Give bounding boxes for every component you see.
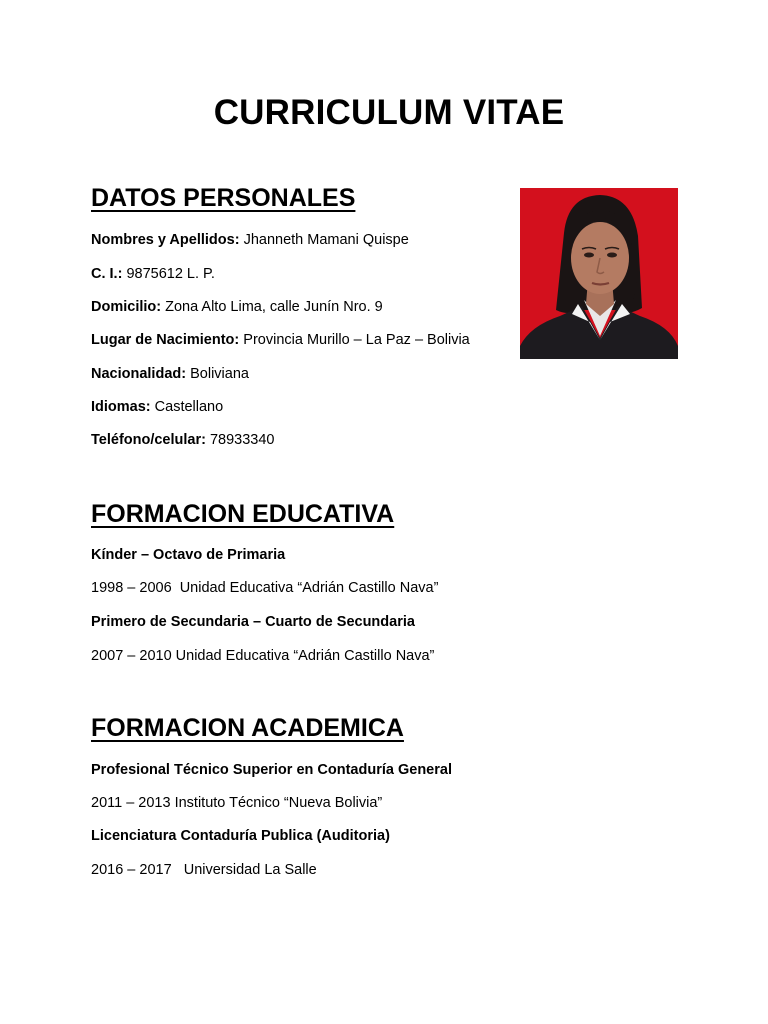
academic-level-text: Licenciatura Contaduría Publica (Auditoria): [91, 828, 390, 844]
portrait-image: [520, 188, 678, 359]
field-value: Jhanneth Mamani Quispe: [243, 232, 409, 248]
personal-data-heading: DATOS PERSONALES: [91, 184, 356, 212]
education-detail: 1998 – 2006 Unidad Educativa “Adrián Castillo Nava”: [91, 580, 439, 596]
field-label: C. I.:: [91, 266, 123, 282]
education-level-text: Primero de Secundaria – Cuarto de Secundaria: [91, 614, 415, 630]
field-value: Boliviana: [190, 366, 249, 382]
field-label: Nacionalidad:: [91, 366, 187, 382]
field-label: Idiomas:: [91, 399, 151, 415]
field-address: [91, 299, 383, 315]
field-birthplace: [91, 332, 470, 348]
academic-detail: 2016 – 2017 Universidad La Salle: [91, 862, 317, 878]
field-value: Castellano: [154, 399, 224, 415]
field-value: Zona Alto Lima, calle Junín Nro. 9: [165, 299, 383, 315]
education-detail: 2007 – 2010 Unidad Educativa “Adrián Castillo Nava”: [91, 648, 435, 664]
field-full-name: [91, 232, 409, 248]
academic-heading: FORMACION ACADEMICA: [91, 714, 404, 742]
academic-detail: 2011 – 2013 Instituto Técnico “Nueva Bolivia”: [91, 795, 383, 811]
field-label: Teléfono/celular:: [91, 432, 206, 448]
field-value: 9875612 L. P.: [126, 266, 215, 282]
academic-level: [91, 828, 390, 844]
field-nationality: [91, 366, 249, 382]
profile-photo: [520, 188, 678, 359]
document-title: CURRICULUM VITAE: [213, 93, 565, 132]
education-level-text: Kínder – Octavo de Primaria: [91, 547, 286, 563]
field-label: Nombres y Apellidos:: [91, 232, 240, 248]
field-languages: [91, 399, 223, 415]
field-label: Lugar de Nacimiento:: [91, 332, 240, 348]
field-value: Provincia Murillo – La Paz – Bolivia: [243, 332, 470, 348]
field-value: 78933340: [209, 432, 275, 448]
academic-level: [91, 762, 452, 778]
field-id-number: [91, 266, 215, 282]
field-label: Domicilio:: [91, 299, 162, 315]
education-level: [91, 547, 285, 563]
academic-level-text: Profesional Técnico Superior en Contaduría General: [91, 762, 452, 778]
education-heading: FORMACION EDUCATIVA: [91, 500, 395, 528]
education-level: [91, 614, 415, 630]
field-phone: [91, 432, 275, 448]
